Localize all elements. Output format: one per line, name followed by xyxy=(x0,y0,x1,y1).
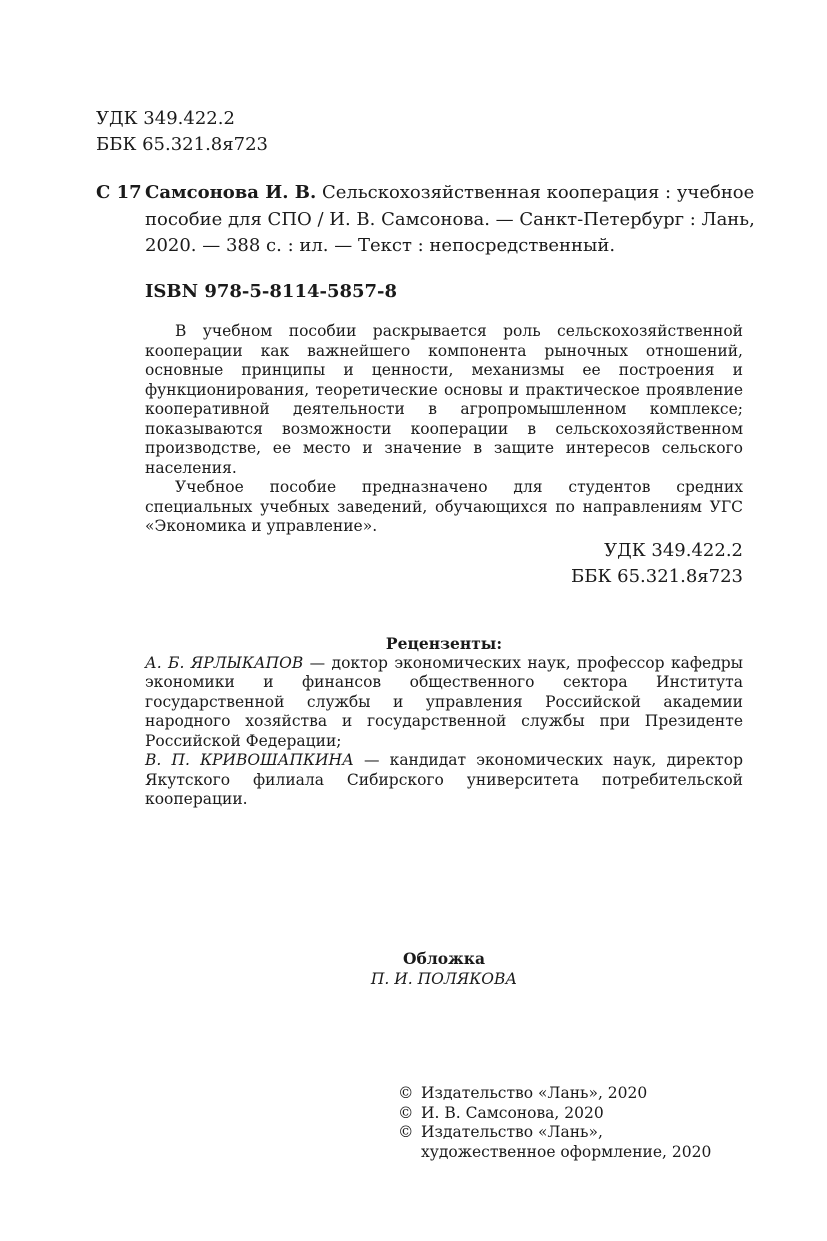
title-line-3: 2020. — 388 с. : ил. — Текст : непосредственный. xyxy=(145,235,616,256)
copyright-line xyxy=(398,1104,743,1124)
copyright-icon: © xyxy=(398,1103,414,1122)
abstract xyxy=(145,322,743,537)
cover-label: Обложка xyxy=(403,949,485,968)
copyright-text-continued: художественное оформление, 2020 xyxy=(421,1142,712,1161)
udk-code-right: УДК 349.422.2 xyxy=(604,540,743,561)
reviewer-name: В. П. КРИВОШАПКИНА xyxy=(145,751,354,769)
copyright-text: И. В. Самсонова, 2020 xyxy=(421,1103,604,1122)
copyright-block xyxy=(398,1084,743,1162)
reviewer-entry xyxy=(145,654,743,752)
bbk-code: ББК 65.321.8я723 xyxy=(96,134,268,155)
classification-codes-bottom xyxy=(145,538,743,590)
reviewer-entry xyxy=(145,751,743,810)
copyright-line xyxy=(398,1084,743,1104)
title-line-1: Сельскохозяйственная кооперация : учебное xyxy=(316,182,755,203)
reviewer-description: — кандидат экономических наук, директор Якутского филиала Сибирского университета потребительской кооперации. xyxy=(145,751,743,808)
catalog-record xyxy=(96,180,756,260)
copyright-line xyxy=(398,1123,743,1143)
bibliographic-description xyxy=(145,180,756,260)
udk-code: УДК 349.422.2 xyxy=(96,108,235,129)
author-name: Самсонова И. В. xyxy=(145,182,317,203)
copyright-icon: © xyxy=(398,1123,414,1141)
abstract-paragraph-1: В учебном пособии раскрывается роль сельскохозяйственной кооперации как важнейшего компонента рыночных отношений, основные принципы и ценности, механизмы ее построения и функционирования, теоретические основы и практическое проявление кооперативной деятельности в агропромышленном комплексе; показываются возможности кооперации в сельскохозяйственном производстве, ее место и значение в защите интересов сельского населения. xyxy=(145,322,743,477)
bbk-code-right: ББК 65.321.8я723 xyxy=(571,566,743,587)
author-mark: С 17 xyxy=(96,182,142,203)
copyright-icon: © xyxy=(398,1084,414,1102)
copyright-text: Издательство «Лань», xyxy=(421,1123,603,1141)
cover-credit xyxy=(145,949,743,989)
abstract-paragraph-2: Учебное пособие предназначено для студентов средних специальных учебных заведений, обучающихся по направлениям УГС «Экономика и управление». xyxy=(145,478,743,535)
title-line-2: пособие для СПО / И. В. Самсонова. — Санкт-Петербург : Лань, xyxy=(145,208,755,230)
reviewer-description: — доктор экономических наук, профессор кафедры экономики и финансов общественного сектора Института государственной службы и управления Российской академии народного хозяйства и государственной службы при Президенте Российской Федерации; xyxy=(145,653,743,750)
classification-codes-top xyxy=(96,106,268,158)
cover-artist: П. И. ПОЛЯКОВА xyxy=(370,970,518,988)
reviewers-section xyxy=(145,634,743,810)
reviewers-heading: Рецензенты: xyxy=(385,634,503,653)
reviewer-name: А. Б. ЯРЛЫКАПОВ xyxy=(145,653,304,672)
copyright-text: Издательство «Лань», 2020 xyxy=(421,1084,648,1102)
isbn: ISBN 978-5-8114-5857-8 xyxy=(145,281,398,302)
